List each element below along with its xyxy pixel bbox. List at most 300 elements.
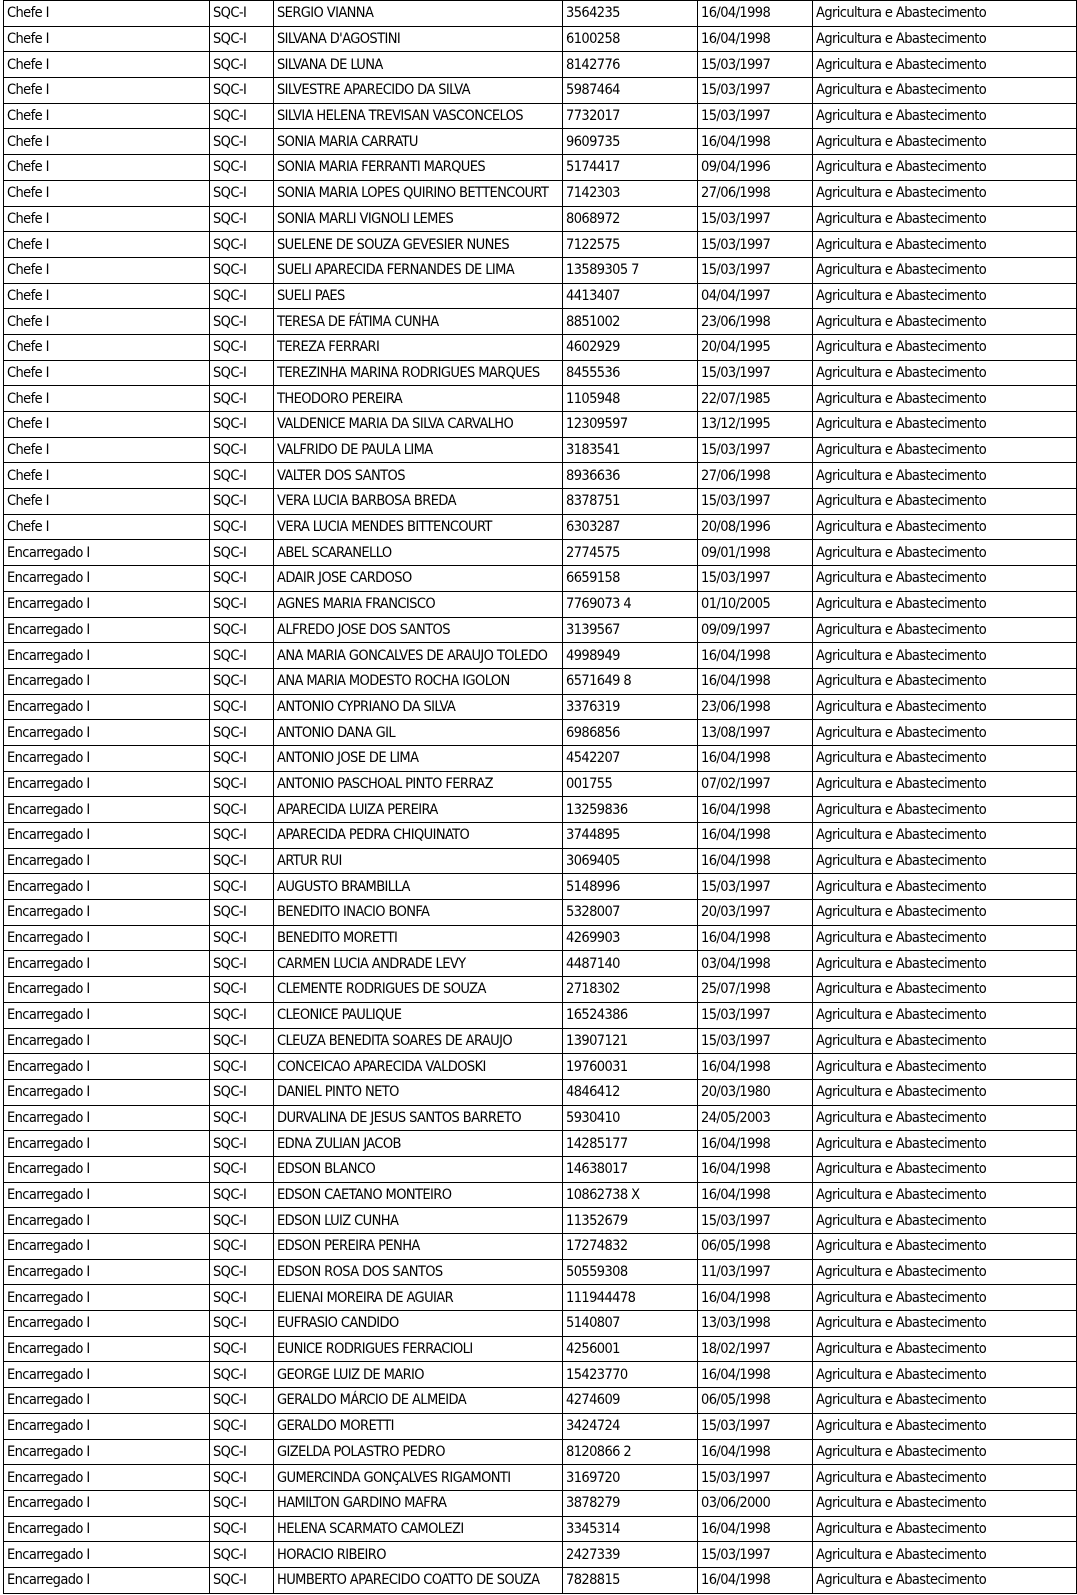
table-row [4, 1234, 1077, 1260]
rg-cell: 10862738 X [563, 1182, 698, 1208]
orgao-cell: Agricultura e Abastecimento [813, 334, 1077, 360]
orgao-cell: Agricultura e Abastecimento [813, 412, 1077, 438]
table-row [4, 463, 1077, 489]
nome-cell: TEREZA FERRARI [274, 334, 563, 360]
nome-cell: ANTONIO JOSE DE LIMA [274, 745, 563, 771]
orgao-cell: Agricultura e Abastecimento [813, 566, 1077, 592]
nome-cell: DANIEL PINTO NETO [274, 1079, 563, 1105]
quadro-cell: SQC-I [210, 1, 274, 27]
orgao-cell: Agricultura e Abastecimento [813, 103, 1077, 129]
nome-cell: HELENA SCARMATO CAMOLEZI [274, 1516, 563, 1542]
orgao-cell: Agricultura e Abastecimento [813, 771, 1077, 797]
orgao-cell: Agricultura e Abastecimento [813, 617, 1077, 643]
table-row [4, 617, 1077, 643]
cargo-cell: Encarregado I [4, 1465, 210, 1491]
data-cell: 04/04/1997 [698, 283, 813, 309]
cargo-cell: Chefe I [4, 463, 210, 489]
table-row [4, 848, 1077, 874]
nome-cell: SILVESTRE APARECIDO DA SILVA [274, 78, 563, 104]
quadro-cell: SQC-I [210, 617, 274, 643]
cargo-cell: Chefe I [4, 489, 210, 515]
rg-cell: 3345314 [563, 1516, 698, 1542]
table-row [4, 1542, 1077, 1568]
rg-cell: 8120866 2 [563, 1439, 698, 1465]
cargo-cell: Chefe I [4, 26, 210, 52]
data-cell: 15/03/1997 [698, 437, 813, 463]
cargo-cell: Encarregado I [4, 1439, 210, 1465]
rg-cell: 6100258 [563, 26, 698, 52]
cargo-cell: Encarregado I [4, 1182, 210, 1208]
table-row [4, 334, 1077, 360]
cargo-cell: Encarregado I [4, 874, 210, 900]
quadro-cell: SQC-I [210, 566, 274, 592]
quadro-cell: SQC-I [210, 720, 274, 746]
quadro-cell: SQC-I [210, 386, 274, 412]
data-cell: 15/03/1997 [698, 1002, 813, 1028]
table-row [4, 694, 1077, 720]
data-cell: 16/04/1998 [698, 1362, 813, 1388]
data-cell: 13/03/1998 [698, 1311, 813, 1337]
table-row [4, 668, 1077, 694]
quadro-cell: SQC-I [210, 206, 274, 232]
table-row [4, 412, 1077, 438]
table-row [4, 977, 1077, 1003]
table-row [4, 1028, 1077, 1054]
nome-cell: ANTONIO PASCHOAL PINTO FERRAZ [274, 771, 563, 797]
orgao-cell: Agricultura e Abastecimento [813, 1079, 1077, 1105]
rg-cell: 2774575 [563, 540, 698, 566]
orgao-cell: Agricultura e Abastecimento [813, 78, 1077, 104]
data-cell: 16/04/1998 [698, 1, 813, 27]
orgao-cell: Agricultura e Abastecimento [813, 360, 1077, 386]
data-cell: 15/03/1997 [698, 489, 813, 515]
table-row [4, 1208, 1077, 1234]
table-row [4, 1413, 1077, 1439]
data-cell: 16/04/1998 [698, 1131, 813, 1157]
orgao-cell: Agricultura e Abastecimento [813, 1388, 1077, 1414]
orgao-cell: Agricultura e Abastecimento [813, 463, 1077, 489]
nome-cell: HORACIO RIBEIRO [274, 1542, 563, 1568]
cargo-cell: Encarregado I [4, 1259, 210, 1285]
data-cell: 16/04/1998 [698, 1182, 813, 1208]
data-cell: 27/06/1998 [698, 180, 813, 206]
rg-cell: 3376319 [563, 694, 698, 720]
nome-cell: HAMILTON GARDINO MAFRA [274, 1490, 563, 1516]
quadro-cell: SQC-I [210, 1439, 274, 1465]
cargo-cell: Encarregado I [4, 1567, 210, 1593]
nome-cell: VERA LUCIA MENDES BITTENCOURT [274, 514, 563, 540]
rg-cell: 7828815 [563, 1567, 698, 1593]
quadro-cell: SQC-I [210, 848, 274, 874]
cargo-cell: Chefe I [4, 52, 210, 78]
orgao-cell: Agricultura e Abastecimento [813, 874, 1077, 900]
quadro-cell: SQC-I [210, 1105, 274, 1131]
data-cell: 15/03/1997 [698, 52, 813, 78]
nome-cell: EDSON BLANCO [274, 1156, 563, 1182]
data-cell: 16/04/1998 [698, 745, 813, 771]
cargo-cell: Chefe I [4, 78, 210, 104]
rg-cell: 3139567 [563, 617, 698, 643]
table-row [4, 78, 1077, 104]
orgao-cell: Agricultura e Abastecimento [813, 1105, 1077, 1131]
data-cell: 16/04/1998 [698, 925, 813, 951]
quadro-cell: SQC-I [210, 591, 274, 617]
rg-cell: 8142776 [563, 52, 698, 78]
quadro-cell: SQC-I [210, 412, 274, 438]
rg-cell: 7769073 4 [563, 591, 698, 617]
cargo-cell: Encarregado I [4, 977, 210, 1003]
nome-cell: AGNES MARIA FRANCISCO [274, 591, 563, 617]
nome-cell: CLEMENTE RODRIGUES DE SOUZA [274, 977, 563, 1003]
cargo-cell: Encarregado I [4, 668, 210, 694]
nome-cell: ANA MARIA GONCALVES DE ARAUJO TOLEDO [274, 643, 563, 669]
quadro-cell: SQC-I [210, 540, 274, 566]
orgao-cell: Agricultura e Abastecimento [813, 1362, 1077, 1388]
rg-cell: 8936636 [563, 463, 698, 489]
orgao-cell: Agricultura e Abastecimento [813, 540, 1077, 566]
rg-cell: 8068972 [563, 206, 698, 232]
table-row [4, 1388, 1077, 1414]
rg-cell: 3878279 [563, 1490, 698, 1516]
quadro-cell: SQC-I [210, 1002, 274, 1028]
table-row [4, 925, 1077, 951]
quadro-cell: SQC-I [210, 1311, 274, 1337]
data-cell: 09/09/1997 [698, 617, 813, 643]
orgao-cell: Agricultura e Abastecimento [813, 745, 1077, 771]
cargo-cell: Encarregado I [4, 591, 210, 617]
quadro-cell: SQC-I [210, 1516, 274, 1542]
rg-cell: 6303287 [563, 514, 698, 540]
rg-cell: 8851002 [563, 309, 698, 335]
table-row [4, 1311, 1077, 1337]
table-row [4, 1490, 1077, 1516]
nome-cell: SILVIA HELENA TREVISAN VASCONCELOS [274, 103, 563, 129]
cargo-cell: Encarregado I [4, 925, 210, 951]
cargo-cell: Chefe I [4, 129, 210, 155]
rg-cell: 12309597 [563, 412, 698, 438]
quadro-cell: SQC-I [210, 1131, 274, 1157]
cargo-cell: Encarregado I [4, 540, 210, 566]
rg-cell: 6986856 [563, 720, 698, 746]
nome-cell: CONCEICAO APARECIDA VALDOSKI [274, 1054, 563, 1080]
orgao-cell: Agricultura e Abastecimento [813, 26, 1077, 52]
nome-cell: EUFRASIO CANDIDO [274, 1311, 563, 1337]
cargo-cell: Encarregado I [4, 1413, 210, 1439]
data-cell: 16/04/1998 [698, 1156, 813, 1182]
cargo-cell: Encarregado I [4, 1002, 210, 1028]
data-cell: 16/04/1998 [698, 643, 813, 669]
rg-cell: 6571649 8 [563, 668, 698, 694]
cargo-cell: Encarregado I [4, 1285, 210, 1311]
data-cell: 25/07/1998 [698, 977, 813, 1003]
nome-cell: ALFREDO JOSE DOS SANTOS [274, 617, 563, 643]
data-cell: 07/02/1997 [698, 771, 813, 797]
nome-cell: SUELI APARECIDA FERNANDES DE LIMA [274, 257, 563, 283]
data-cell: 16/04/1998 [698, 848, 813, 874]
orgao-cell: Agricultura e Abastecimento [813, 1336, 1077, 1362]
table-row [4, 1259, 1077, 1285]
orgao-cell: Agricultura e Abastecimento [813, 694, 1077, 720]
orgao-cell: Agricultura e Abastecimento [813, 925, 1077, 951]
cargo-cell: Chefe I [4, 309, 210, 335]
quadro-cell: SQC-I [210, 977, 274, 1003]
table-row [4, 386, 1077, 412]
quadro-cell: SQC-I [210, 360, 274, 386]
orgao-cell: Agricultura e Abastecimento [813, 823, 1077, 849]
nome-cell: SILVANA DE LUNA [274, 52, 563, 78]
nome-cell: SONIA MARIA FERRANTI MARQUES [274, 155, 563, 181]
data-cell: 15/03/1997 [698, 566, 813, 592]
cargo-cell: Encarregado I [4, 1079, 210, 1105]
orgao-cell: Agricultura e Abastecimento [813, 1234, 1077, 1260]
data-cell: 01/10/2005 [698, 591, 813, 617]
table-row [4, 1465, 1077, 1491]
rg-cell: 3169720 [563, 1465, 698, 1491]
rg-cell: 4256001 [563, 1336, 698, 1362]
orgao-cell: Agricultura e Abastecimento [813, 591, 1077, 617]
quadro-cell: SQC-I [210, 78, 274, 104]
quadro-cell: SQC-I [210, 951, 274, 977]
cargo-cell: Encarregado I [4, 1311, 210, 1337]
table-row [4, 1182, 1077, 1208]
data-cell: 22/07/1985 [698, 386, 813, 412]
table-row [4, 1105, 1077, 1131]
table-row [4, 1516, 1077, 1542]
rg-cell: 16524386 [563, 1002, 698, 1028]
rg-cell: 111944478 [563, 1285, 698, 1311]
data-cell: 18/02/1997 [698, 1336, 813, 1362]
rg-cell: 11352679 [563, 1208, 698, 1234]
cargo-cell: Encarregado I [4, 1054, 210, 1080]
data-cell: 15/03/1997 [698, 257, 813, 283]
cargo-cell: Encarregado I [4, 951, 210, 977]
quadro-cell: SQC-I [210, 771, 274, 797]
rg-cell: 5148996 [563, 874, 698, 900]
data-cell: 16/04/1998 [698, 1054, 813, 1080]
orgao-cell: Agricultura e Abastecimento [813, 257, 1077, 283]
nome-cell: BENEDITO INACIO BONFA [274, 900, 563, 926]
orgao-cell: Agricultura e Abastecimento [813, 1413, 1077, 1439]
table-row [4, 232, 1077, 258]
nome-cell: ABEL SCARANELLO [274, 540, 563, 566]
quadro-cell: SQC-I [210, 489, 274, 515]
table-row [4, 1, 1077, 27]
nome-cell: VALDENICE MARIA DA SILVA CARVALHO [274, 412, 563, 438]
quadro-cell: SQC-I [210, 1490, 274, 1516]
quadro-cell: SQC-I [210, 129, 274, 155]
nome-cell: HUMBERTO APARECIDO COATTO DE SOUZA [274, 1567, 563, 1593]
quadro-cell: SQC-I [210, 874, 274, 900]
nome-cell: ANA MARIA MODESTO ROCHA IGOLON [274, 668, 563, 694]
orgao-cell: Agricultura e Abastecimento [813, 1182, 1077, 1208]
orgao-cell: Agricultura e Abastecimento [813, 797, 1077, 823]
quadro-cell: SQC-I [210, 1567, 274, 1593]
orgao-cell: Agricultura e Abastecimento [813, 180, 1077, 206]
table-row [4, 1131, 1077, 1157]
nome-cell: CLEUZA BENEDITA SOARES DE ARAUJO [274, 1028, 563, 1054]
orgao-cell: Agricultura e Abastecimento [813, 1439, 1077, 1465]
orgao-cell: Agricultura e Abastecimento [813, 668, 1077, 694]
orgao-cell: Agricultura e Abastecimento [813, 720, 1077, 746]
data-cell: 15/03/1997 [698, 206, 813, 232]
cargo-cell: Chefe I [4, 386, 210, 412]
table-row [4, 900, 1077, 926]
orgao-cell: Agricultura e Abastecimento [813, 283, 1077, 309]
quadro-cell: SQC-I [210, 514, 274, 540]
table-row [4, 283, 1077, 309]
quadro-cell: SQC-I [210, 1465, 274, 1491]
data-cell: 09/04/1996 [698, 155, 813, 181]
table-row [4, 309, 1077, 335]
rg-cell: 3424724 [563, 1413, 698, 1439]
quadro-cell: SQC-I [210, 52, 274, 78]
quadro-cell: SQC-I [210, 1208, 274, 1234]
cargo-cell: Chefe I [4, 155, 210, 181]
data-cell: 06/05/1998 [698, 1388, 813, 1414]
table-row [4, 1156, 1077, 1182]
nome-cell: VALTER DOS SANTOS [274, 463, 563, 489]
nome-cell: SERGIO VIANNA [274, 1, 563, 27]
nome-cell: DURVALINA DE JESUS SANTOS BARRETO [274, 1105, 563, 1131]
nome-cell: BENEDITO MORETTI [274, 925, 563, 951]
quadro-cell: SQC-I [210, 463, 274, 489]
nome-cell: CLEONICE PAULIQUE [274, 1002, 563, 1028]
nome-cell: GERALDO MORETTI [274, 1413, 563, 1439]
rg-cell: 5987464 [563, 78, 698, 104]
table-row [4, 180, 1077, 206]
table-row [4, 720, 1077, 746]
quadro-cell: SQC-I [210, 232, 274, 258]
table-row [4, 514, 1077, 540]
rg-cell: 7122575 [563, 232, 698, 258]
rg-cell: 5328007 [563, 900, 698, 926]
nome-cell: VALFRIDO DE PAULA LIMA [274, 437, 563, 463]
data-cell: 15/03/1997 [698, 1208, 813, 1234]
cargo-cell: Encarregado I [4, 1156, 210, 1182]
nome-cell: EDSON LUIZ CUNHA [274, 1208, 563, 1234]
rg-cell: 4602929 [563, 334, 698, 360]
cargo-cell: Encarregado I [4, 566, 210, 592]
quadro-cell: SQC-I [210, 1182, 274, 1208]
orgao-cell: Agricultura e Abastecimento [813, 1567, 1077, 1593]
orgao-cell: Agricultura e Abastecimento [813, 1285, 1077, 1311]
data-cell: 16/04/1998 [698, 1439, 813, 1465]
cargo-cell: Encarregado I [4, 1028, 210, 1054]
nome-cell: TEREZINHA MARINA RODRIGUES MARQUES [274, 360, 563, 386]
table-row [4, 745, 1077, 771]
quadro-cell: SQC-I [210, 925, 274, 951]
quadro-cell: SQC-I [210, 155, 274, 181]
table-row [4, 1054, 1077, 1080]
quadro-cell: SQC-I [210, 694, 274, 720]
orgao-cell: Agricultura e Abastecimento [813, 1028, 1077, 1054]
data-cell: 15/03/1997 [698, 1542, 813, 1568]
nome-cell: SONIA MARIA LOPES QUIRINO BETTENCOURT [274, 180, 563, 206]
data-cell: 23/06/1998 [698, 309, 813, 335]
orgao-cell: Agricultura e Abastecimento [813, 52, 1077, 78]
cargo-cell: Encarregado I [4, 797, 210, 823]
orgao-cell: Agricultura e Abastecimento [813, 489, 1077, 515]
quadro-cell: SQC-I [210, 797, 274, 823]
table-row [4, 540, 1077, 566]
rg-cell: 4269903 [563, 925, 698, 951]
orgao-cell: Agricultura e Abastecimento [813, 206, 1077, 232]
table-row [4, 1439, 1077, 1465]
table-row [4, 1285, 1077, 1311]
rg-cell: 19760031 [563, 1054, 698, 1080]
quadro-cell: SQC-I [210, 643, 274, 669]
data-cell: 09/01/1998 [698, 540, 813, 566]
cargo-cell: Encarregado I [4, 1362, 210, 1388]
rg-cell: 3183541 [563, 437, 698, 463]
data-cell: 16/04/1998 [698, 129, 813, 155]
rg-cell: 15423770 [563, 1362, 698, 1388]
rg-cell: 13259836 [563, 797, 698, 823]
orgao-cell: Agricultura e Abastecimento [813, 1, 1077, 27]
nome-cell: EDSON PEREIRA PENHA [274, 1234, 563, 1260]
cargo-cell: Encarregado I [4, 1208, 210, 1234]
table-row [4, 1336, 1077, 1362]
nome-cell: CARMEN LUCIA ANDRADE LEVY [274, 951, 563, 977]
table-row [4, 566, 1077, 592]
cargo-cell: Chefe I [4, 1, 210, 27]
nome-cell: AUGUSTO BRAMBILLA [274, 874, 563, 900]
quadro-cell: SQC-I [210, 1054, 274, 1080]
quadro-cell: SQC-I [210, 900, 274, 926]
orgao-cell: Agricultura e Abastecimento [813, 977, 1077, 1003]
quadro-cell: SQC-I [210, 823, 274, 849]
quadro-cell: SQC-I [210, 1285, 274, 1311]
rg-cell: 13907121 [563, 1028, 698, 1054]
data-cell: 27/06/1998 [698, 463, 813, 489]
orgao-cell: Agricultura e Abastecimento [813, 848, 1077, 874]
quadro-cell: SQC-I [210, 1234, 274, 1260]
nome-cell: EUNICE RODRIGUES FERRACIOLI [274, 1336, 563, 1362]
quadro-cell: SQC-I [210, 1388, 274, 1414]
rg-cell: 5140807 [563, 1311, 698, 1337]
data-cell: 16/04/1998 [698, 823, 813, 849]
quadro-cell: SQC-I [210, 1156, 274, 1182]
data-cell: 13/12/1995 [698, 412, 813, 438]
nome-cell: EDNA ZULIAN JACOB [274, 1131, 563, 1157]
nome-cell: ADAIR JOSE CARDOSO [274, 566, 563, 592]
quadro-cell: SQC-I [210, 1413, 274, 1439]
nome-cell: ELIENAI MOREIRA DE AGUIAR [274, 1285, 563, 1311]
data-cell: 16/04/1998 [698, 26, 813, 52]
orgao-cell: Agricultura e Abastecimento [813, 951, 1077, 977]
orgao-cell: Agricultura e Abastecimento [813, 386, 1077, 412]
table-row [4, 1567, 1077, 1593]
table-row [4, 103, 1077, 129]
table-row [4, 874, 1077, 900]
data-cell: 20/08/1996 [698, 514, 813, 540]
nome-cell: SONIA MARIA CARRATU [274, 129, 563, 155]
cargo-cell: Chefe I [4, 514, 210, 540]
orgao-cell: Agricultura e Abastecimento [813, 1208, 1077, 1234]
nome-cell: SUELENE DE SOUZA GEVESIER NUNES [274, 232, 563, 258]
quadro-cell: SQC-I [210, 309, 274, 335]
cargo-cell: Chefe I [4, 334, 210, 360]
table-row [4, 206, 1077, 232]
cargo-cell: Encarregado I [4, 1234, 210, 1260]
table-row [4, 1079, 1077, 1105]
table-row [4, 643, 1077, 669]
cargo-cell: Encarregado I [4, 643, 210, 669]
data-cell: 16/04/1998 [698, 1285, 813, 1311]
rg-cell: 5174417 [563, 155, 698, 181]
cargo-cell: Encarregado I [4, 1336, 210, 1362]
rg-cell: 4542207 [563, 745, 698, 771]
